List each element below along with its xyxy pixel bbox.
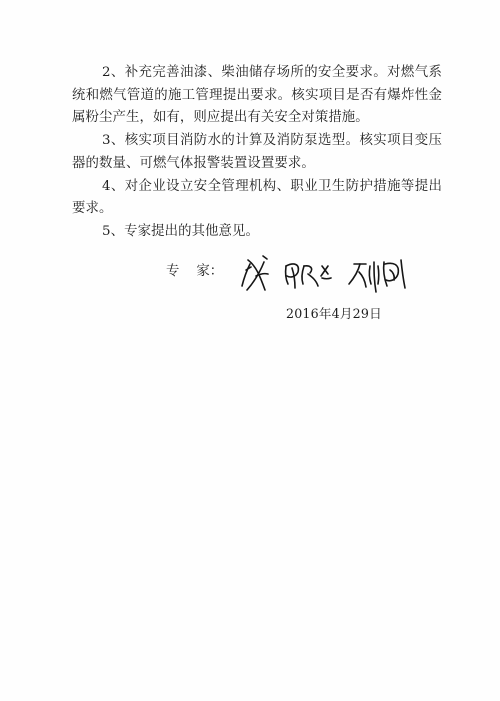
opinion-item-4: 4、对企业设立安全管理机构、职业卫生防护措施等提出要求。 [72,178,442,217]
handwritten-signatures [238,252,428,296]
signature-1 [242,256,268,290]
opinion-item-2: 2、补充完善油漆、柴油储存场所的安全要求。对燃气系统和燃气管道的施工管理提出要求。核实项目是否有爆炸性金属粉尘产生，如有，则应提出有关安全对策措施。 [72,65,442,126]
signature-3 [349,260,405,292]
expert-label: 专 家： [166,264,224,279]
opinion-item-3: 3、核实项目消防水的计算及消防泵选型。核实项目变压器的数量、可燃气体报警装置设置要求。 [72,133,442,171]
opinion-body [72,62,442,244]
signing-date: 2016年4月29日 [286,306,382,321]
expert-signature-block [166,252,456,296]
opinion-item-5: 5、专家提出的其他意见。 [102,223,260,239]
signature-2 [286,264,331,288]
